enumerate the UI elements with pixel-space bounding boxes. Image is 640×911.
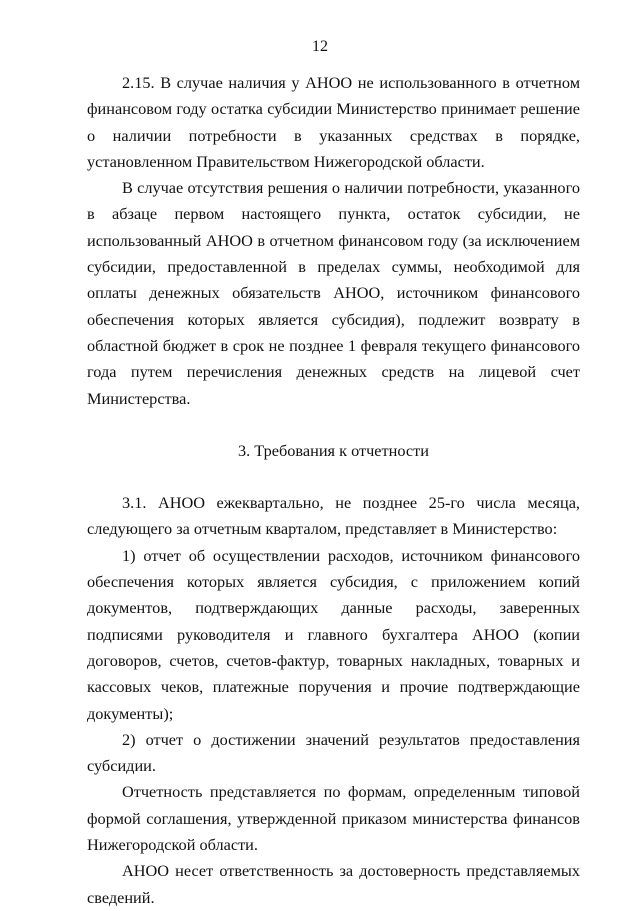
- spacer: [87, 412, 580, 438]
- paragraph-3-1: 3.1. АНОО ежеквартально, не позднее 25-го числа месяца, следующего за отчетным кварталом, представляет в Министерство:: [87, 493, 580, 539]
- paragraph-responsibility: АНОО несет ответственность за достоверность представляемых сведений.: [87, 861, 580, 907]
- spacer: [87, 464, 580, 490]
- paragraph-2-15: 2.15. В случае наличия у АНОО не использованного в отчетном финансовом году остатка субсидии Министерство принимает решение о наличии потребности в указанных средствах в порядке, установленном Правительством Нижегородской области.: [87, 73, 580, 171]
- document-body: [87, 70, 580, 911]
- page-number: 12: [312, 38, 328, 55]
- list-item-2: 2) отчет о достижении значений результатов предоставления субсидии.: [87, 729, 580, 776]
- list-item-1: 1) отчет об осуществлении расходов, источником финансового обеспечения которых является субсидия, с приложением копий документов, подтверждающих данные расходы, заверенных подписями руководителя и главного бухгалтера АНОО (копии договоров, счетов, счетов-фактур, товарных накладных, товарных и кассовых чеков, платежные поручения и прочие подтверждающие документы);: [87, 545, 580, 723]
- section-heading: 3. Требования к отчетности: [238, 440, 429, 460]
- paragraph-reporting-forms: Отчетность представляется по формам, определенным типовой формой соглашения, утвержденной приказом министерства финансов Нижегородской области.: [87, 782, 580, 855]
- paragraph-2-15-continued: В случае отсутствия решения о наличии потребности, указанного в абзаце первом настоящего пункта, остаток субсидии, не использованный АНОО в отчетном финансовом году (за исключением субсидии, предоставленной в пределах суммы, необходимой для оплаты денежных обязательств АНОО, источником финансового обеспечения которых является субсидия), подлежит возврату в областной бюджет в срок не позднее 1 февраля текущего финансового года путем перечисления денежных средств на лицевой счет Министерства.: [87, 178, 580, 408]
